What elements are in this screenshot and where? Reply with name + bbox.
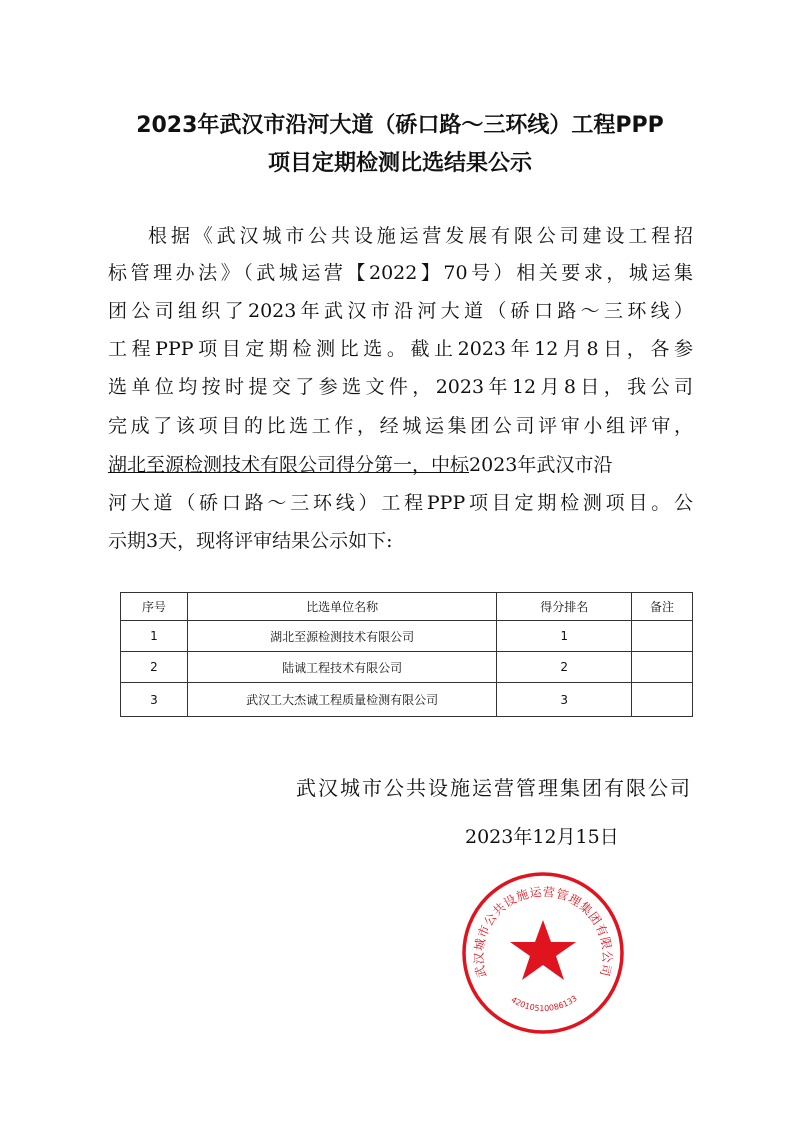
body-line-tail: 2023年武汉市沿 — [469, 454, 613, 476]
document-title-line-2: 项目定期检测比选结果公示 — [267, 151, 532, 176]
header-rank: 得分排名 — [497, 593, 632, 621]
winner-underlined-text: 湖北至源检测技术有限公司得分第一，中标 — [108, 454, 470, 476]
body-line: 河大道（硚口路～三环线）工程PPP项目定期检测项目。公 — [108, 492, 693, 514]
body-line: 团公司组织了2023年武汉市沿河大道（硚口路～三环线） — [108, 300, 693, 322]
body-line: 标管理办法》（武城运营【2022】70号）相关要求，城运集 — [108, 262, 693, 284]
signature-organization: 武汉城市公共设施运营管理集团有限公司 — [296, 776, 692, 800]
cell-rank: 3 — [497, 683, 632, 717]
svg-text:武汉城市公共设施运营管理集团有限公司: 武汉城市公共设施运营管理集团有限公司 — [471, 884, 615, 980]
company-seal — [460, 870, 626, 1036]
cell-remarks — [632, 683, 693, 717]
body-line-winner — [108, 452, 693, 478]
table-row — [121, 683, 693, 717]
svg-text:42010510086133: 42010510086133 — [509, 993, 579, 1014]
cell-index: 3 — [121, 683, 188, 717]
cell-remarks — [632, 652, 693, 683]
header-index: 序号 — [121, 593, 188, 621]
table-row — [121, 621, 693, 652]
table-row — [121, 652, 693, 683]
signature-date: 2023年12月15日 — [465, 826, 619, 848]
body-line: 完成了该项目的比选工作，经城运集团公司评审小组评审， — [108, 415, 693, 437]
header-unit-name: 比选单位名称 — [187, 593, 496, 621]
cell-rank: 1 — [497, 621, 632, 652]
cell-unit-name: 陆诚工程技术有限公司 — [187, 652, 496, 683]
results-table — [120, 592, 693, 717]
cell-unit-name: 武汉工大杰诚工程质量检测有限公司 — [187, 683, 496, 717]
cell-rank: 2 — [497, 652, 632, 683]
document-title-line-1: 2023年武汉市沿河大道（硚口路～三环线）工程PPP — [136, 113, 664, 138]
cell-index: 2 — [121, 652, 188, 683]
body-line: 选单位均按时提交了参选文件，2023年12月8日，我公司 — [108, 376, 693, 398]
table-header-row — [121, 593, 693, 621]
cell-remarks — [632, 621, 693, 652]
body-line: 工程PPP项目定期检测比选。截止2023年12月8日，各参 — [108, 338, 693, 360]
cell-index: 1 — [121, 621, 188, 652]
header-remarks: 备注 — [632, 593, 693, 621]
cell-unit-name: 湖北至源检测技术有限公司 — [187, 621, 496, 652]
body-line: 根据《武汉城市公共设施运营发展有限公司建设工程招 — [148, 225, 693, 247]
seal-star-icon — [510, 920, 576, 980]
body-line: 示期3天，现将评审结果公示如下: — [108, 530, 393, 552]
